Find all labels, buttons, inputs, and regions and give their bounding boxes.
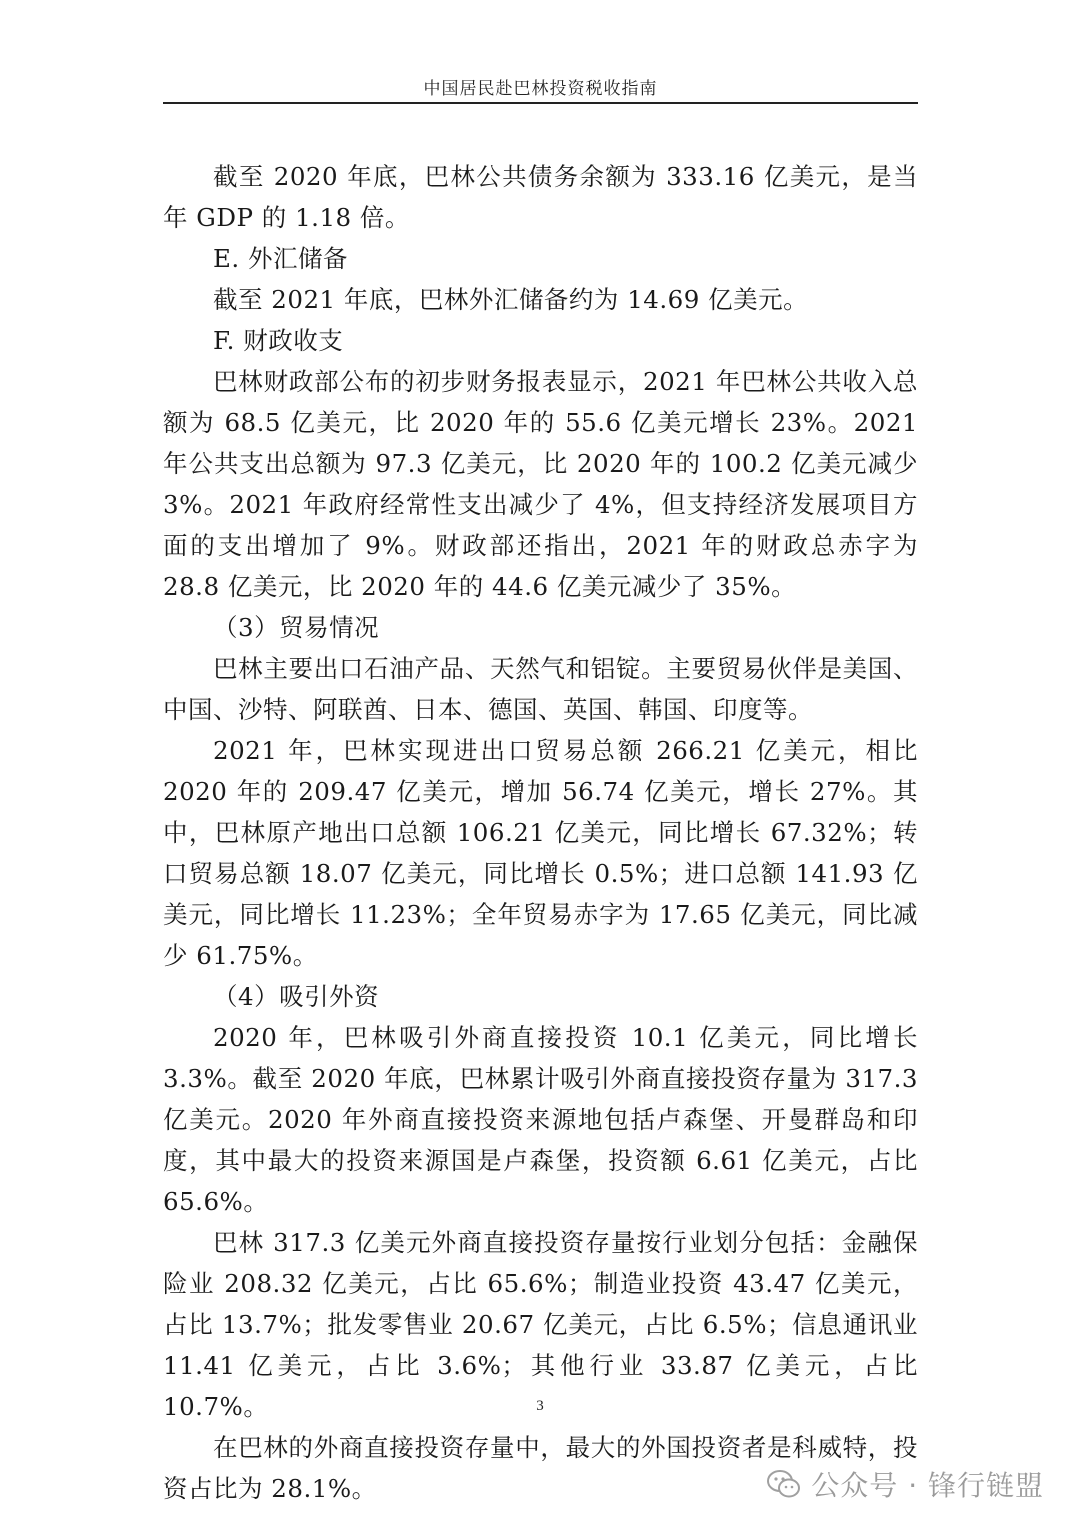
header-divider: [163, 102, 918, 104]
section-heading-trade: （3）贸易情况: [213, 613, 380, 642]
paragraph-fdi-2020: 2020 年，巴林吸引外商直接投资 10.1 亿美元，同比增长 3.3%。截至 2020 年底，巴林累计吸引外商直接投资存量为 317.3 亿美元。2020 年外商直接投资来源地包括卢森堡、开曼群岛和印度，其中最大的投资来源国是卢森堡，投资额 6.61 亿美元，占比 65.6%。: [163, 1023, 918, 1216]
paragraph-trade-partners: 巴林主要出口石油产品、天然气和铝锭。主要贸易伙伴是美国、中国、沙特、阿联酋、日本、德国、英国、韩国、印度等。: [163, 654, 918, 724]
paragraph-public-debt: 截至 2020 年底，巴林公共债务余额为 333.16 亿美元，是当年 GDP 的 1.18 倍。: [163, 162, 918, 232]
section-heading-fiscal: F. 财政收支: [213, 326, 344, 355]
paragraph-fdi-industries: 巴林 317.3 亿美元外商直接投资存量按行业划分包括：金融保险业 208.32 亿美元，占比 65.6%；制造业投资 43.47 亿美元，占比 13.7%；批发零售业 20.67 亿美元，占比 6.5%；信息通讯业 11.41 亿美元，占比 3.6%；其他行业 33.87 亿美元，占比 10.7%。: [163, 1228, 918, 1421]
watermark-text: 公众号 · 锋行链盟: [811, 1469, 1044, 1502]
paragraph-trade-totals: 2021 年，巴林实现进出口贸易总额 266.21 亿美元，相比 2020 年的 209.47 亿美元，增加 56.74 亿美元，增长 27%。其中，巴林原产地出口总额 106.21 亿美元，同比增长 67.32%；转口贸易总额 18.07 亿美元，同比增长 0.5%；进口总额 141.93 亿美元，同比增长 11.23%；全年贸易赤字为 17.65 亿美元，同比减少 61.75%。: [163, 736, 918, 970]
paragraph-fiscal: 巴林财政部公布的初步财务报表显示，2021 年巴林公共收入总额为 68.5 亿美元，比 2020 年的 55.6 亿美元增长 23%。2021 年公共支出总额为 97.3 亿美元，比 2020 年的 100.2 亿美元减少 3%。2021 年政府经常性支出减少了 4%，但支持经济发展项目方面的支出增加了 9%。财政部还指出，2021 年的财政总赤字为 28.8 亿美元，比 2020 年的 44.6 亿美元减少了 35%。: [163, 367, 918, 601]
section-heading-forex: E. 外汇储备: [213, 244, 348, 273]
wechat-icon: [767, 1469, 801, 1499]
page-number: 3: [536, 1398, 544, 1414]
body-text: [163, 156, 918, 1509]
section-heading-fdi: （4）吸引外资: [213, 982, 380, 1011]
paragraph-fdi-largest-investor: 在巴林的外商直接投资存量中，最大的外国投资者是科威特，投资占比为 28.1%。: [163, 1433, 918, 1503]
paragraph-forex-reserves: 截至 2021 年底，巴林外汇储备约为 14.69 亿美元。: [213, 285, 809, 314]
running-header: 中国居民赴巴林投资税收指南: [423, 79, 658, 99]
watermark: [767, 1464, 1044, 1504]
